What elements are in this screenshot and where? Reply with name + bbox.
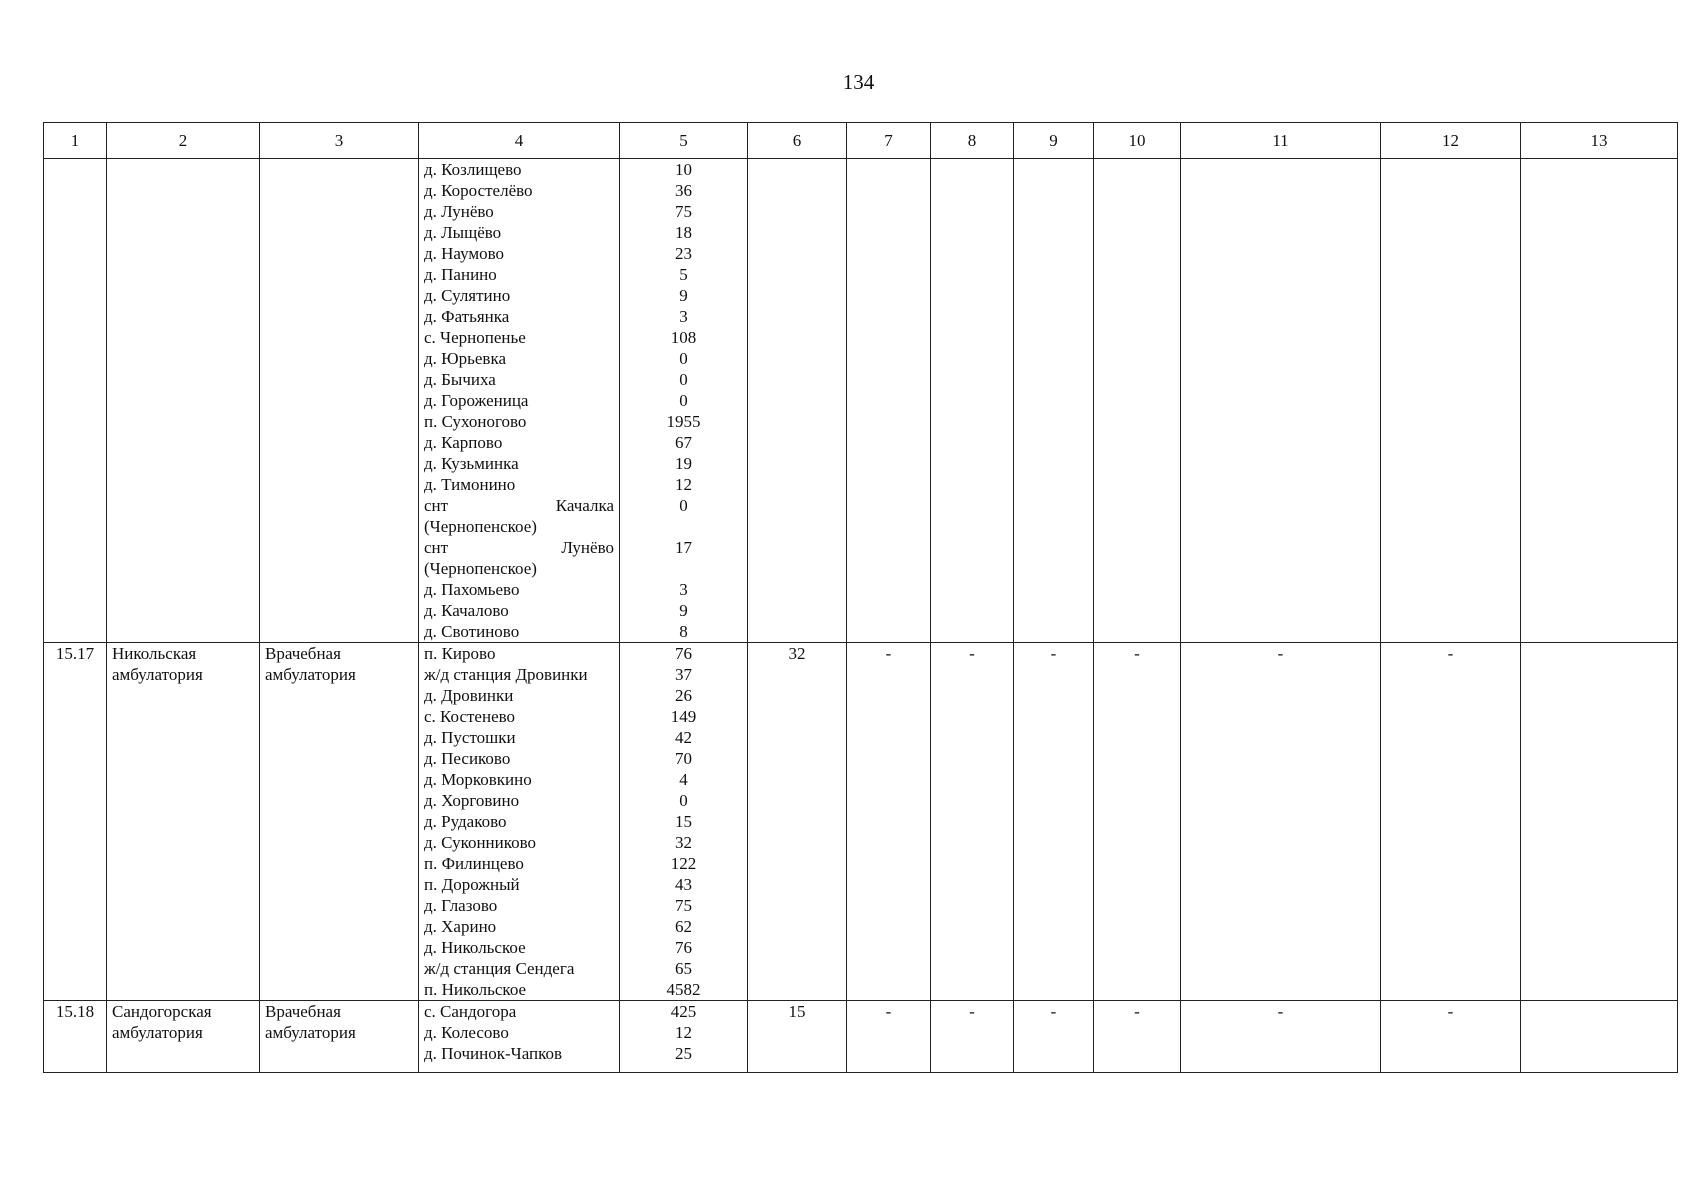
cell-c9: [1014, 159, 1094, 643]
population-value: 42: [675, 728, 692, 747]
table-row: [44, 1001, 1678, 1073]
row-number-cell: [44, 1001, 107, 1073]
settlement-name: п. Дорожный: [424, 875, 520, 894]
cell-value: -: [1277, 1002, 1284, 1021]
population-value: 3: [679, 580, 688, 599]
settlement-name: д. Рудаково: [424, 812, 507, 831]
settlement-name: д. Песиково: [424, 749, 511, 768]
settlement-name: д. Хорговино: [424, 791, 520, 810]
row-number: 15.17: [55, 644, 95, 663]
cell-c11: [1181, 643, 1381, 1001]
settlement-name: д. Лунёво: [424, 202, 494, 221]
settlement-name: д. Пахомьево: [424, 580, 520, 599]
column-header: 7: [847, 123, 931, 159]
page-number: 134: [842, 70, 875, 94]
settlement-name: п. Кирово: [424, 644, 496, 663]
settlement-name: ж/д станция Сендега: [424, 959, 575, 978]
population-value: 149: [670, 707, 697, 726]
population-value: 10: [675, 160, 692, 179]
settlement-name: д. Кузьминка: [424, 454, 519, 473]
population-value: 5: [679, 265, 688, 284]
settlement-name: с. Чернопенье: [424, 328, 526, 347]
column-header: 1: [44, 123, 107, 159]
population-value: 37: [675, 665, 692, 684]
settlement-name: [424, 495, 614, 516]
settlement-name: д. Сулятино: [424, 286, 511, 305]
population-value: 12: [675, 475, 692, 494]
column-header: 9: [1014, 123, 1094, 159]
population-value: 75: [675, 896, 692, 915]
population-value: 15: [675, 812, 692, 831]
settlement-name-part: снт: [424, 538, 449, 557]
settlement-name: с. Костенево: [424, 707, 516, 726]
settlement-name-continuation: (Чернопенское): [424, 517, 537, 536]
population-value: 0: [679, 370, 688, 389]
settlement-name: п. Сухоногово: [424, 412, 527, 431]
population-value: 108: [670, 328, 697, 347]
table-row: [44, 643, 1678, 1001]
population-value: 26: [675, 686, 692, 705]
column-header: 6: [748, 123, 847, 159]
population-value: 0: [679, 791, 688, 810]
cell-c6: [748, 159, 847, 643]
cell-c7: [847, 1001, 931, 1073]
population-value: 9: [679, 601, 688, 620]
cell-value: -: [885, 644, 892, 663]
cell-c12: [1381, 159, 1521, 643]
population-value: 0: [679, 391, 688, 410]
settlement-name: д. Дровинки: [424, 686, 514, 705]
population-value: 62: [675, 917, 692, 936]
population-value: 122: [670, 854, 697, 873]
cell-c6: [748, 643, 847, 1001]
column-header: 11: [1181, 123, 1381, 159]
settlement-name: д. Пустошки: [424, 728, 516, 747]
cell-c12: [1381, 1001, 1521, 1073]
settlement-name: д. Бычиха: [424, 370, 496, 389]
population-value: 70: [675, 749, 692, 768]
population-value: 32: [675, 833, 692, 852]
column-header: 8: [931, 123, 1014, 159]
cell-c7: [847, 643, 931, 1001]
settlement-name: д. Лыщёво: [424, 223, 502, 242]
column-header: 13: [1521, 123, 1678, 159]
settlement-name: д. Коростелёво: [424, 181, 533, 200]
settlement-name: д. Починок-Чапков: [424, 1044, 563, 1063]
settlement-name-continuation: (Чернопенское): [424, 559, 537, 578]
population-value: 0: [679, 496, 688, 515]
facility-name-cell: [107, 159, 260, 643]
settlement-name: д. Никольское: [424, 938, 526, 957]
cell-c8: [931, 1001, 1014, 1073]
settlement-name: п. Филинцево: [424, 854, 524, 873]
population-value: 18: [675, 223, 692, 242]
population-cell: [620, 643, 748, 1001]
settlement-name: [424, 537, 614, 558]
settlement-name: п. Никольское: [424, 980, 527, 999]
cell-c13: [1521, 159, 1678, 643]
population-value: 4: [679, 770, 688, 789]
facility-type-line: Врачебная: [265, 644, 341, 663]
cell-c11: [1181, 159, 1381, 643]
cell-c6: [748, 1001, 847, 1073]
settlement-name: д. Гороженица: [424, 391, 529, 410]
header-row: [44, 123, 1678, 159]
cell-c11: [1181, 1001, 1381, 1073]
population-value: 3: [679, 307, 688, 326]
settlement-name: д. Карпово: [424, 433, 503, 452]
population-value: 1955: [666, 412, 701, 431]
settlement-name-part: снт: [424, 496, 449, 515]
cell-value: -: [1134, 644, 1140, 663]
cell-value: -: [1134, 1002, 1140, 1021]
cell-c10: [1094, 159, 1181, 643]
facility-type-line: Врачебная: [265, 1002, 341, 1021]
data-table: [43, 122, 1678, 1073]
population-value: 76: [675, 938, 692, 957]
cell-value: -: [1277, 644, 1284, 663]
facility-type-line: амбулатория: [265, 665, 356, 684]
settlement-name: д. Харино: [424, 917, 497, 936]
settlement-name: д. Фатьянка: [424, 307, 510, 326]
cell-c8: [931, 643, 1014, 1001]
row-number-cell: [44, 643, 107, 1001]
settlement-name: д. Наумово: [424, 244, 505, 263]
column-header: 4: [419, 123, 620, 159]
population-value: 36: [675, 181, 692, 200]
cell-c9: [1014, 643, 1094, 1001]
column-header: 10: [1094, 123, 1181, 159]
cell-c12: [1381, 643, 1521, 1001]
population-value: 0: [679, 349, 688, 368]
row-number: 15.18: [55, 1002, 95, 1021]
column-header: 2: [107, 123, 260, 159]
cell-value: -: [969, 1002, 975, 1021]
population-value: 9: [679, 286, 688, 305]
column-header: 12: [1381, 123, 1521, 159]
cell-c7: [847, 159, 931, 643]
facility-type-cell: [260, 643, 419, 1001]
settlements-cell: [419, 159, 620, 643]
settlement-name: д. Панино: [424, 265, 497, 284]
table-body: [44, 159, 1678, 1073]
population-value: 4582: [666, 980, 701, 999]
settlement-name: д. Юрьевка: [424, 349, 506, 368]
cell-c13: [1521, 1001, 1678, 1073]
settlement-name: д. Свотиново: [424, 622, 520, 641]
settlement-name: д. Козлищево: [424, 160, 522, 179]
spacer: [625, 558, 742, 579]
cell-c13: [1521, 643, 1678, 1001]
cell-value: 15: [788, 1002, 806, 1021]
cell-value: -: [1050, 1002, 1057, 1021]
column-header: 5: [620, 123, 748, 159]
cell-value: -: [885, 1002, 892, 1021]
population-value: 43: [675, 875, 692, 894]
cell-c10: [1094, 1001, 1181, 1073]
cell-c9: [1014, 1001, 1094, 1073]
spacer: [625, 516, 742, 537]
settlements-cell: [419, 1001, 620, 1073]
population-value: 75: [675, 202, 692, 221]
settlement-name: д. Морковкино: [424, 770, 532, 789]
population-value: 76: [675, 644, 692, 663]
cell-value: 32: [788, 644, 806, 663]
facility-type-line: амбулатория: [265, 1023, 356, 1042]
row-number-cell: [44, 159, 107, 643]
settlement-name: д. Качалово: [424, 601, 509, 620]
cell-c10: [1094, 643, 1181, 1001]
population-cell: [620, 159, 748, 643]
settlement-name: с. Сандогора: [424, 1002, 517, 1021]
settlement-name-part: Качалка: [555, 496, 614, 515]
facility-name-cell: [107, 643, 260, 1001]
population-value: 65: [675, 959, 692, 978]
facility-name-line: амбулатория: [112, 1023, 203, 1042]
settlement-name-part: Лунёво: [561, 538, 614, 557]
facility-type-cell: [260, 159, 419, 643]
population-value: 8: [679, 622, 688, 641]
settlements-cell: [419, 643, 620, 1001]
facility-name-line: амбулатория: [112, 665, 203, 684]
cell-value: -: [1447, 644, 1454, 663]
facility-name-line: Никольская: [112, 644, 197, 663]
cell-value: -: [969, 644, 975, 663]
population-value: 425: [670, 1002, 697, 1021]
settlement-name: д. Колесово: [424, 1023, 509, 1042]
population-value: 12: [675, 1023, 692, 1042]
facility-name-cell: [107, 1001, 260, 1073]
settlement-name: д. Суконниково: [424, 833, 537, 852]
cell-value: -: [1447, 1002, 1454, 1021]
cell-c8: [931, 159, 1014, 643]
settlement-name: д. Глазово: [424, 896, 498, 915]
population-value: 17: [675, 538, 692, 557]
settlement-name: ж/д станция Дровинки: [424, 665, 588, 684]
facility-type-cell: [260, 1001, 419, 1073]
cell-value: -: [1050, 644, 1057, 663]
population-value: 23: [675, 244, 692, 263]
population-value: 25: [675, 1044, 692, 1063]
population-value: 67: [675, 433, 692, 452]
settlement-name: д. Тимонино: [424, 475, 516, 494]
column-header: 3: [260, 123, 419, 159]
table-row: [44, 159, 1678, 643]
facility-name-line: Сандогорская: [112, 1002, 212, 1021]
population-cell: [620, 1001, 748, 1073]
population-value: 19: [675, 454, 692, 473]
